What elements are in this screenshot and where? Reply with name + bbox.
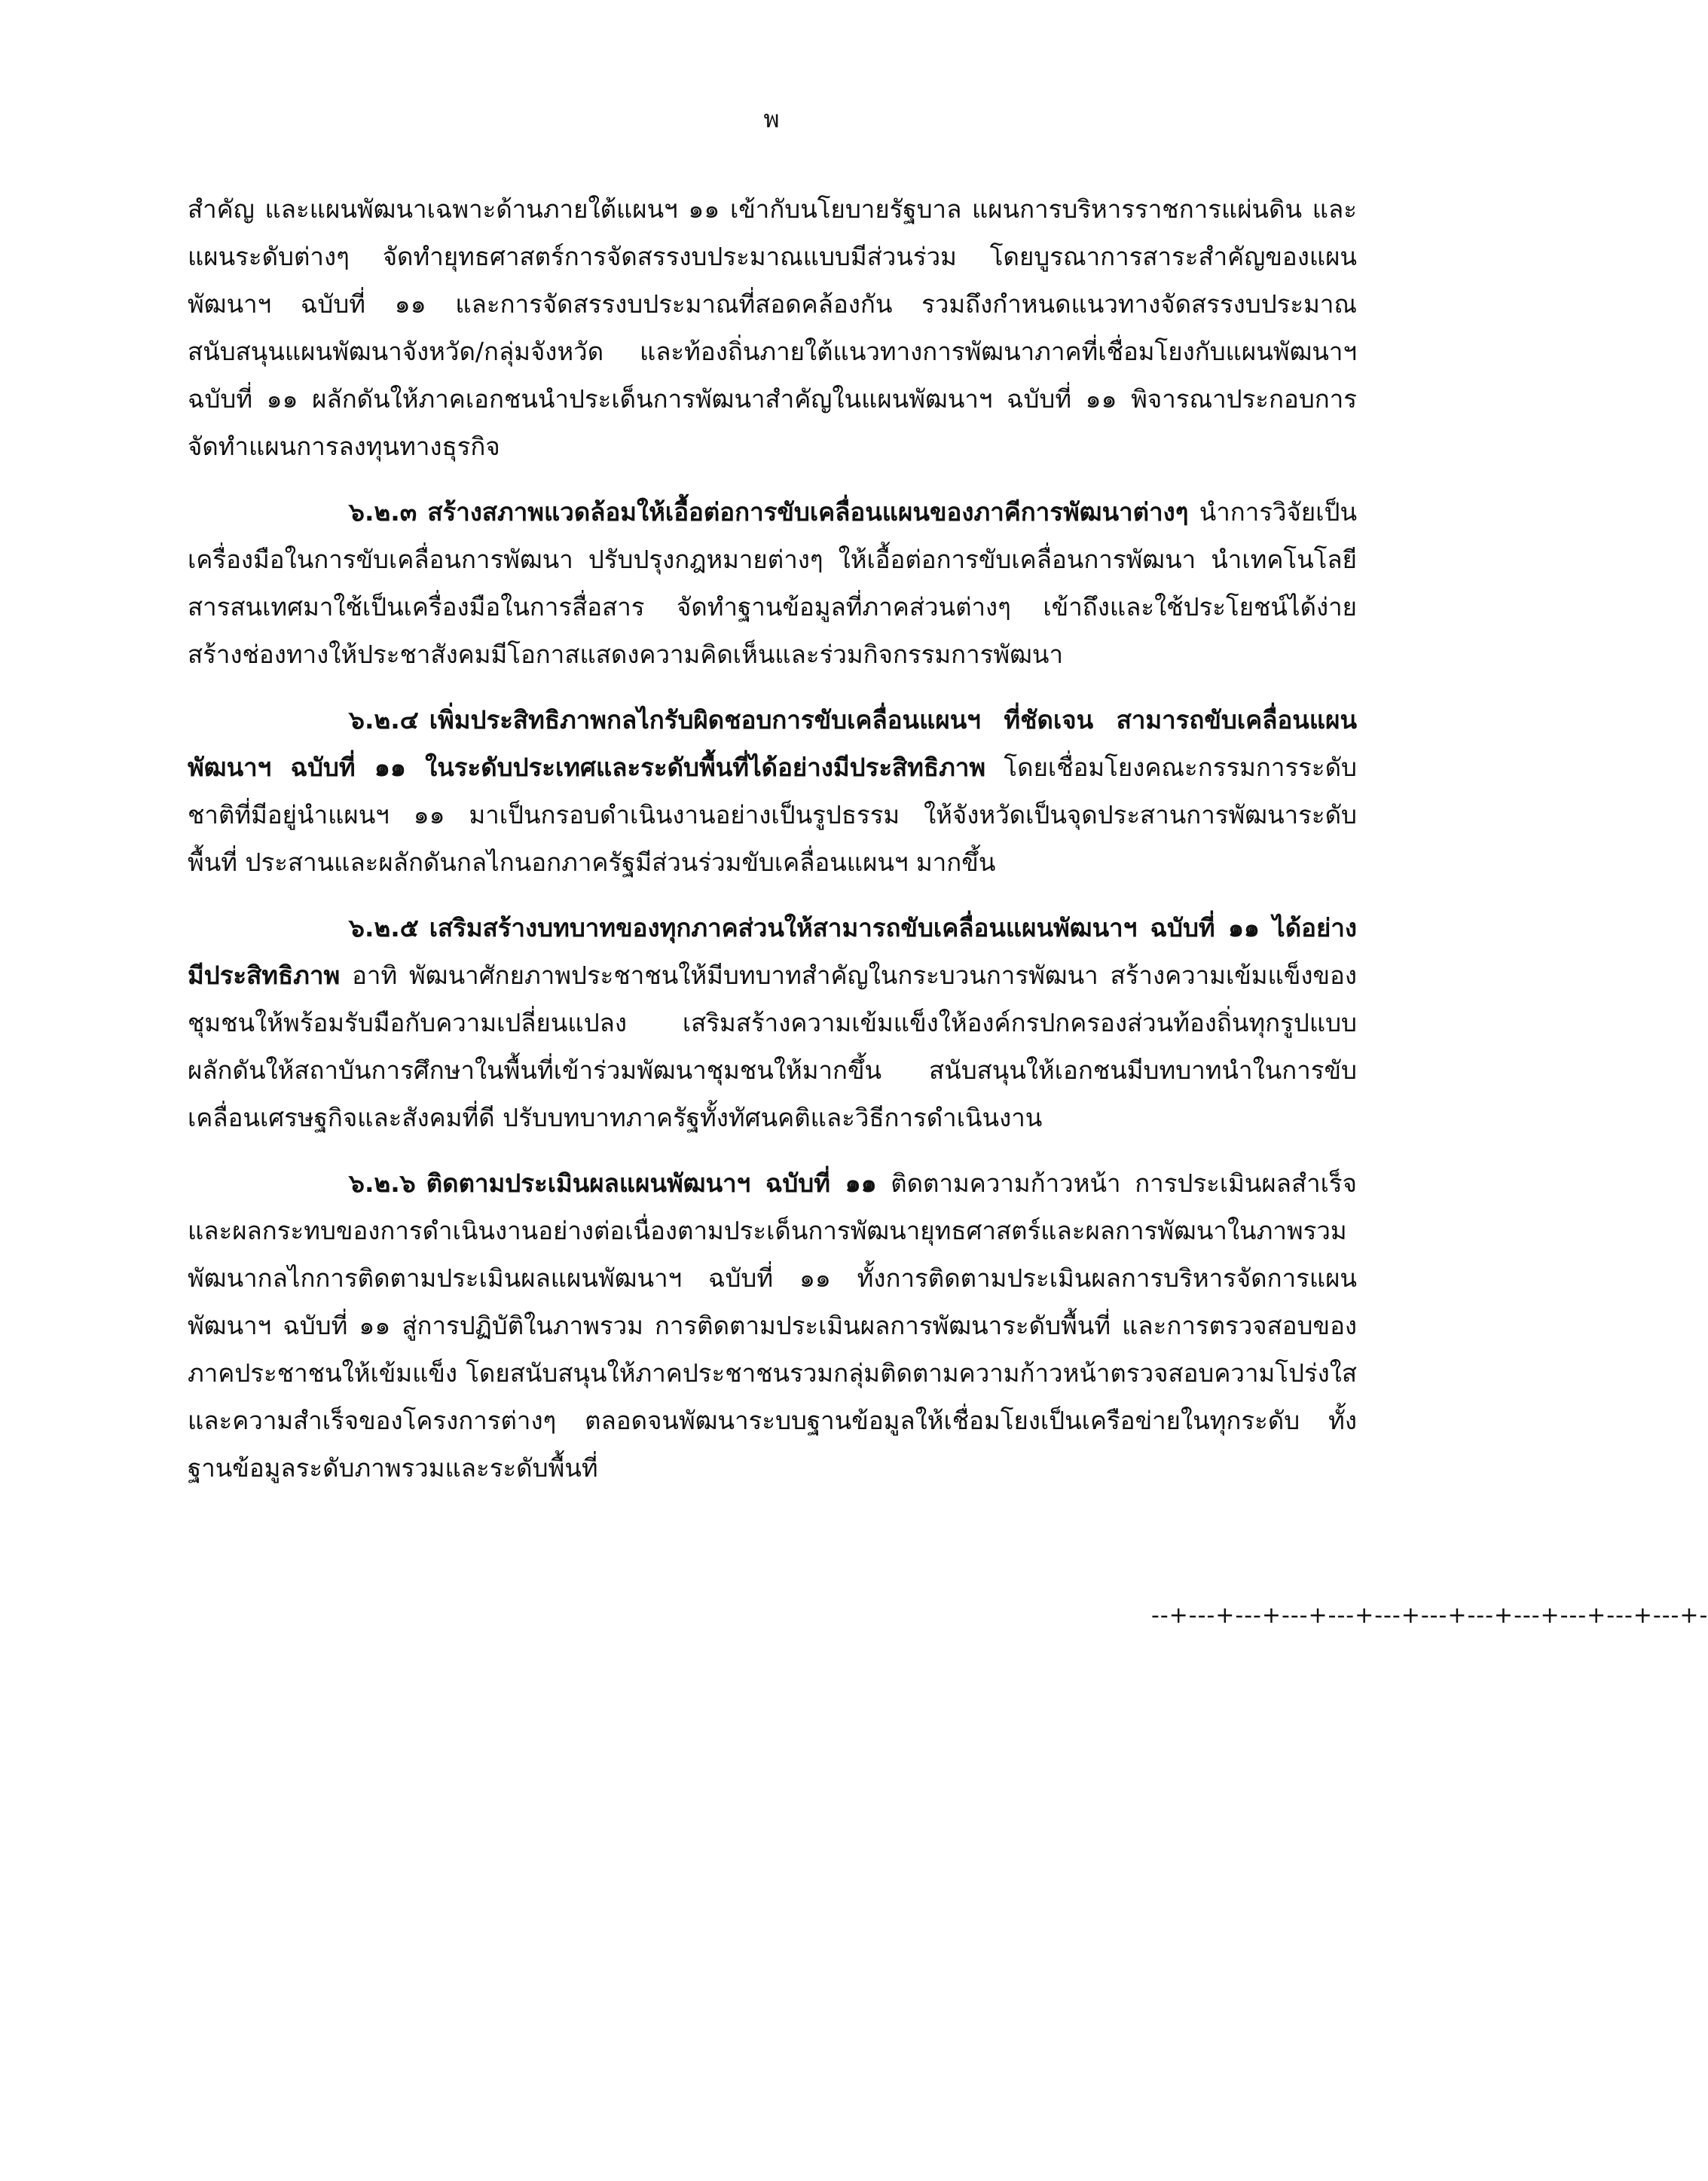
document-body [188, 185, 1357, 1492]
section-number: ๖.๒.๓ [349, 497, 417, 527]
section-heading: เสริมสร้างบทบาทของทุกภาคส่วนให้สามารถขับเคลื่อนแผนพัฒนาฯ ฉบับที่ ๑๑ ได้อย่างมีประสิทธิภาพ [188, 913, 1357, 990]
section-body: ติดตามความก้าวหน้า การประเมินผลสำเร็จและผลกระทบของการดำเนินงานอย่างต่อเนื่องตามประเด็นการพัฒนายุทธศาสตร์และผลการพัฒนาในภาพรวม พัฒนากลไกการติดตามประเมินผลแผนพัฒนาฯ ฉบับที่ ๑๑ ทั้งการติดตามประเมินผลการบริหารจัดการแผนพัฒนาฯ ฉบับที่ ๑๑ สู่การปฏิบัติในภาพรวม การติดตามประเมินผลการพัฒนาระดับพื้นที่ และการตรวจสอบของภาคประชาชนให้เข้มแข็ง โดยสนับสนุนให้ภาคประชาชนรวมกลุ่มติดตามความก้าวหน้าตรวจสอบความโปร่งใสและความสำเร็จของโครงการต่างๆ ตลอดจนพัฒนาระบบฐานข้อมูลให้เชื่อมโยงเป็นเครือข่ายในทุกระดับ ทั้งฐานข้อมูลระดับภาพรวมและระดับพื้นที่ [188, 1168, 1357, 1483]
page-number: พ [763, 105, 780, 133]
section-number: ๖.๒.๖ [349, 1168, 416, 1198]
section-heading: สร้างสภาพแวดล้อมให้เอื้อต่อการขับเคลื่อนแผนของภาคีการพัฒนาต่างๆ [427, 497, 1189, 527]
section-6-2-5 [188, 904, 1357, 1141]
section-body: โดยเชื่อมโยงคณะกรรมการระดับชาติที่มีอยู่นำแผนฯ ๑๑ มาเป็นกรอบดำเนินงานอย่างเป็นรูปธรรม ให้จังหวัดเป็นจุดประสานการพัฒนาระดับพื้นที่ ประสานและผลักดันกลไกนอกภาครัฐมีส่วนร่วมขับเคลื่อนแผนฯ มากขึ้น [188, 753, 1357, 877]
end-of-section-marker: --+---+---+---+---+---+---+---+---+---+---+---+- [1151, 1602, 1708, 1629]
section-number: ๖.๒.๔ [349, 705, 419, 735]
section-heading: เพิ่มประสิทธิภาพกลไกรับผิดชอบการขับเคลื่อนแผนฯ ที่ชัดเจน สามารถขับเคลื่อนแผนพัฒนาฯ ฉบับที่ ๑๑ ในระดับประเทศและระดับพื้นที่ได้อย่างมีประสิทธิภาพ [188, 705, 1357, 782]
paragraph-text: สำคัญ และแผนพัฒนาเฉพาะด้านภายใต้แผนฯ ๑๑ เข้ากับนโยบายรัฐบาล แผนการบริหารราชการแผ่นดิน และแผนระดับต่างๆ จัดทำยุทธศาสตร์การจัดสรรงบประมาณแบบมีส่วนร่วม โดยบูรณาการสาระสำคัญของแผนพัฒนาฯ ฉบับที่ ๑๑ และการจัดสรรงบประมาณที่สอดคล้องกัน รวมถึงกำหนดแนวทางจัดสรรงบประมาณสนับสนุนแผนพัฒนาจังหวัด/กลุ่มจังหวัด และท้องถิ่นภายใต้แนวทางการพัฒนาภาคที่เชื่อมโยงกับแผนพัฒนาฯ ฉบับที่ ๑๑ ผลักดันให้ภาคเอกชนนำประเด็นการพัฒนาสำคัญในแผนพัฒนาฯ ฉบับที่ ๑๑ พิจารณาประกอบการจัดทำแผนการลงทุนทางธุรกิจ [188, 194, 1357, 461]
section-heading: ติดตามประเมินผลแผนพัฒนาฯ ฉบับที่ ๑๑ [426, 1168, 877, 1198]
section-number: ๖.๒.๕ [349, 913, 419, 942]
section-body: อาทิ พัฒนาศักยภาพประชาชนให้มีบทบาทสำคัญในกระบวนการพัฒนา สร้างความเข้มแข็งของชุมชนให้พร้อมรับมือกับความเปลี่ยนแปลง เสริมสร้างความเข้มแข็งให้องค์กรปกครองส่วนท้องถิ่นทุกรูปแบบ ผลักดันให้สถาบันการศึกษาในพื้นที่เข้าร่วมพัฒนาชุมชนให้มากขึ้น สนับสนุนให้เอกชนมีบทบาทนำในการขับเคลื่อนเศรษฐกิจและสังคมที่ดี ปรับบทบาทภาครัฐทั้งทัศนคติและวิธีการดำเนินงาน [188, 961, 1357, 1132]
section-6-2-6 [188, 1159, 1357, 1492]
section-6-2-3 [188, 488, 1357, 678]
section-body: นำการวิจัยเป็นเครื่องมือในการขับเคลื่อนการพัฒนา ปรับปรุงกฎหมายต่างๆ ให้เอื้อต่อการขับเคลื่อนการพัฒนา นำเทคโนโลยีสารสนเทศมาใช้เป็นเครื่องมือในการสื่อสาร จัดทำฐานข้อมูลที่ภาคส่วนต่างๆ เข้าถึงและใช้ประโยชน์ได้ง่าย สร้างช่องทางให้ประชาสังคมมีโอกาสแสดงความคิดเห็นและร่วมกิจกรรมการพัฒนา [188, 497, 1357, 669]
paragraph-intro-continuation [188, 185, 1357, 470]
section-6-2-4 [188, 696, 1357, 886]
